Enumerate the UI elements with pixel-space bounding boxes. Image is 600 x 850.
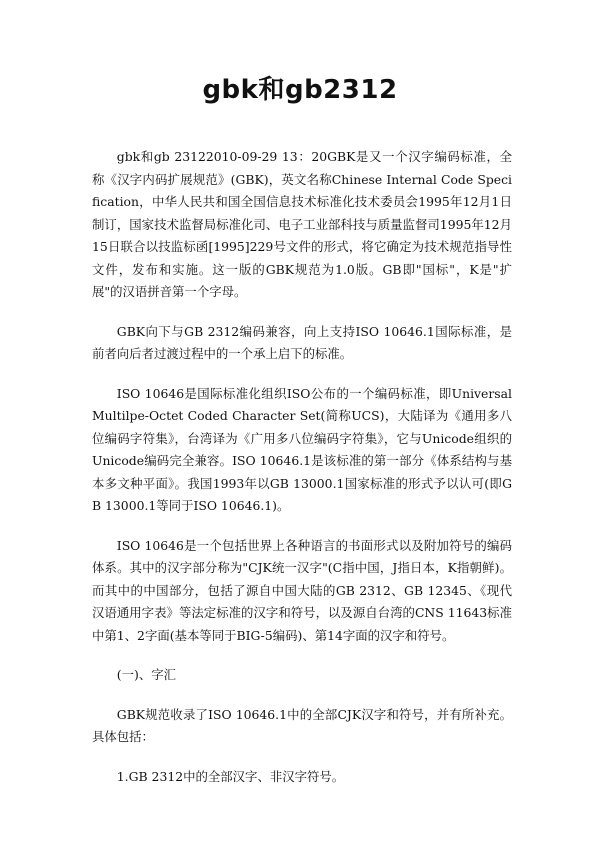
paragraph-compatibility: GBK向下与GB 2312编码兼容，向上支持ISO 10646.1国际标准，是前者向后者过渡过程中的一个承上启下的标准。 <box>92 323 512 361</box>
paragraph-cjk: ISO 10646是一个包括世界上各种语言的书面形式以及附加符号的编码体系。其中的汉字部分称为"CJK统一汉字"(C指中国，J指日本，K指朝鲜)。而其中的中国部分，包括了源自中国大陆的GB 2312、GB 12345、《现代汉语通用字表》等法定标准的汉字和符号，以及源自台湾的CNS 11643标准中第1、2字面(基本等同于BIG-5编码)、第14字面的汉字和符号。 <box>92 537 512 643</box>
paragraph-iso-10646: ISO 10646是国际标准化组织ISO公布的一个编码标准，即Universal Multilpe-Octet Coded Character Set(简称UCS)，大陆译为《通用多八位编码字符集》，台湾译为《广用多八位编码字符集》，它与Unicode组织的Unicode编码完全兼容。ISO 10646.1是该标准的第一部分《体系结构与基本多文种平面》。我国1993年以GB 13000.1国家标准的形式予以认可(即GB 13000.1等同于ISO 10646.1)。 <box>92 385 512 513</box>
document-body <box>92 146 512 805</box>
document-title: gbk和gb2312 <box>202 75 398 105</box>
section-heading-vocabulary: (一)、字汇 <box>116 667 177 682</box>
paragraph-vocabulary: GBK规范收录了ISO 10646.1中的全部CJK汉字和符号，并有所补充。具体包括： <box>92 706 512 744</box>
list-item-1: 1.GB 2312中的全部汉字、非汉字符号。 <box>116 768 345 784</box>
paragraph-intro: gbk和gb 23122010-09-29 13：20GBK是又一个汉字编码标准，全称《汉字内码扩展规范》(GBK)，英文名称Chinese Internal Code Specification，中华人民共和国全国信息技术标准化技术委员会1995年12月1日制订，国家技术监督局标准化司、电子工业部科技与质量监督司1995年12月15日联合以技监标函[1995]229号文件的形式，将它确定为技术规范指导性文件，发布和实施。这一版的GBK规范为1.0版。GB即"国标"，K是"扩展"的汉语拼音第一个字母。 <box>92 149 512 299</box>
